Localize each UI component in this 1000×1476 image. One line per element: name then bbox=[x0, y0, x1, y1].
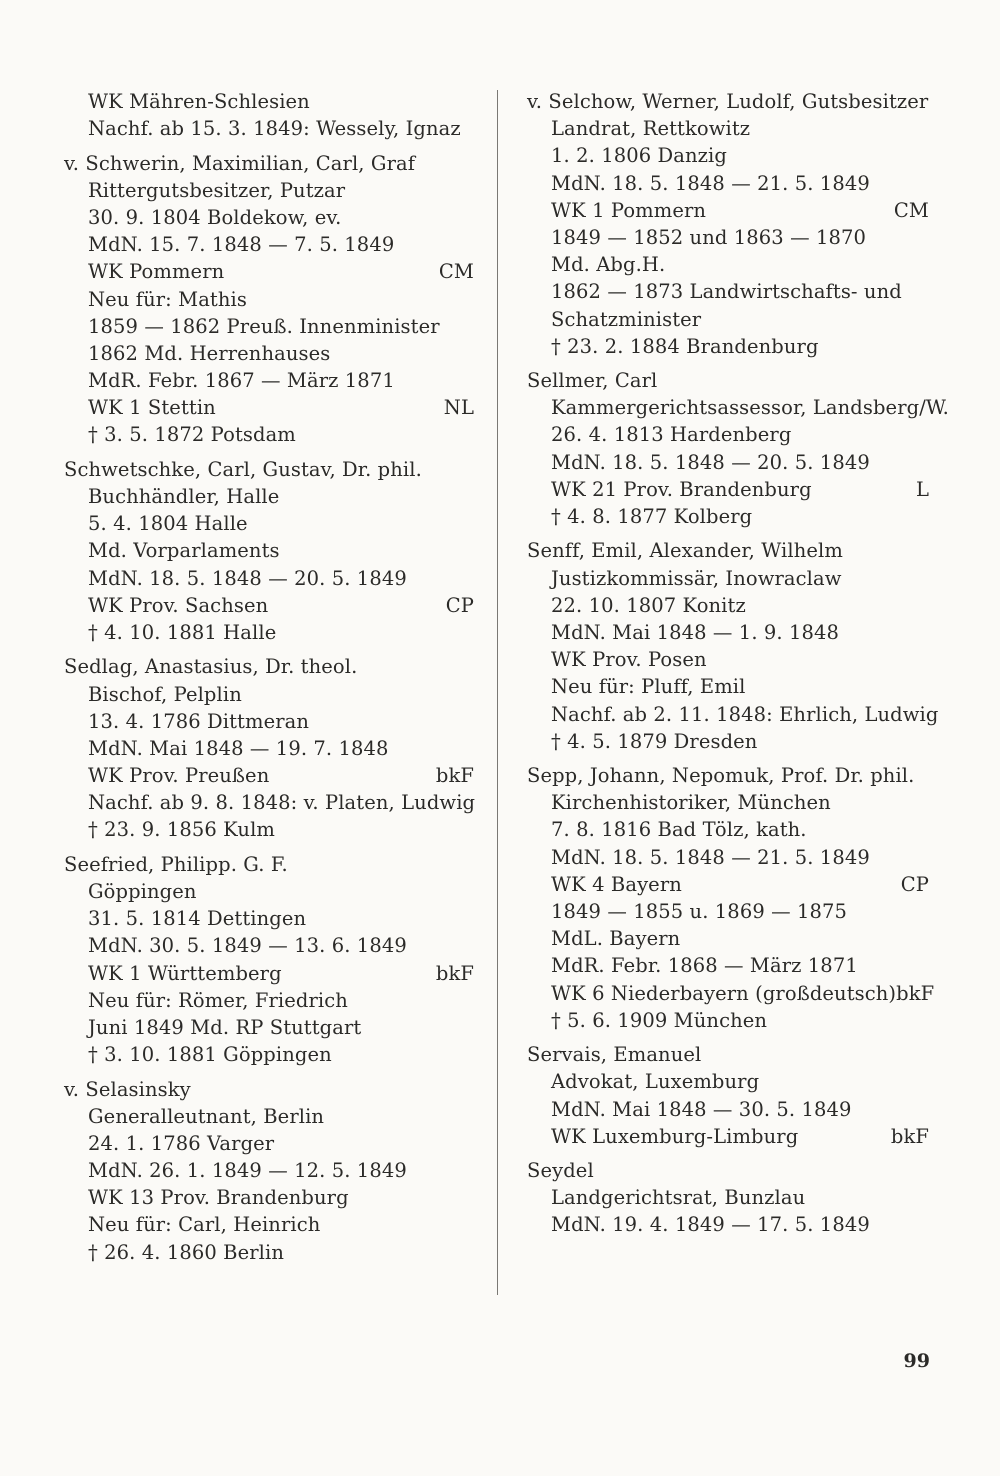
entry-line-text: MdN. 19. 4. 1849 — 17. 5. 1849 bbox=[551, 1213, 870, 1237]
entry-line bbox=[64, 878, 474, 905]
entry-line-text: 22. 10. 1807 Konitz bbox=[551, 593, 746, 617]
entry-heading bbox=[527, 537, 929, 564]
entry-line-text: MdR. Febr. 1867 — März 1871 bbox=[88, 369, 395, 393]
right-column bbox=[527, 88, 949, 1246]
entry-line-text: MdN. 18. 5. 1848 — 20. 5. 1849 bbox=[88, 566, 407, 590]
entry-line bbox=[527, 449, 929, 476]
entry-line-text: Justizkommissär, Inowraclaw bbox=[551, 566, 842, 590]
entry-line-text: Neu für: Pluff, Emil bbox=[551, 675, 746, 699]
entry-line-text: 30. 9. 1804 Boldekow, ev. bbox=[88, 205, 342, 229]
entry-line-text: Seefried, Philipp. G. F. bbox=[64, 852, 288, 876]
biography-entry bbox=[527, 537, 939, 755]
entry-line bbox=[64, 1130, 474, 1157]
entry-line-text: † 26. 4. 1860 Berlin bbox=[88, 1240, 285, 1264]
entry-line bbox=[64, 592, 474, 619]
biography-entry bbox=[64, 851, 474, 1069]
entry-line-text: Neu für: Römer, Friedrich bbox=[88, 988, 348, 1012]
entry-heading bbox=[64, 150, 474, 177]
party-affiliation: CP bbox=[900, 872, 929, 896]
party-affiliation: CM bbox=[438, 260, 474, 284]
entry-line bbox=[527, 789, 929, 816]
biography-entry bbox=[64, 150, 474, 449]
entry-line bbox=[64, 483, 474, 510]
entry-line-text: Nachf. ab 15. 3. 1849: Wessely, Ignaz bbox=[88, 117, 461, 141]
entry-line-text: WK 1 Stettin bbox=[88, 396, 216, 420]
entry-line-text: 31. 5. 1814 Dettingen bbox=[88, 907, 307, 931]
entry-line bbox=[527, 224, 929, 251]
entry-line bbox=[64, 88, 474, 115]
entry-heading bbox=[527, 1041, 929, 1068]
biography-entry bbox=[64, 456, 474, 646]
entry-line-text: Advokat, Luxemburg bbox=[551, 1070, 760, 1094]
entry-line-text: WK Luxemburg-Limburg bbox=[551, 1124, 799, 1148]
entry-line bbox=[527, 1007, 929, 1034]
entry-line bbox=[64, 708, 474, 735]
entry-line-text: MdN. 30. 5. 1849 — 13. 6. 1849 bbox=[88, 934, 407, 958]
entry-heading bbox=[527, 1157, 929, 1184]
biography-entry bbox=[64, 88, 474, 142]
entry-line bbox=[64, 987, 474, 1014]
entry-line bbox=[527, 170, 929, 197]
entry-line bbox=[527, 816, 929, 843]
entry-line bbox=[64, 421, 474, 448]
entry-line-text: 1. 2. 1806 Danzig bbox=[551, 144, 727, 168]
entry-line bbox=[64, 313, 474, 340]
entry-line-text: Kirchenhistoriker, München bbox=[551, 791, 831, 815]
entry-line bbox=[527, 333, 929, 360]
entry-line-text: WK 1 Württemberg bbox=[88, 961, 282, 985]
entry-line-text: Sepp, Johann, Nepomuk, Prof. Dr. phil. bbox=[527, 764, 915, 788]
entry-line-text: 1862 — 1873 Landwirtschafts- und bbox=[551, 280, 902, 304]
entry-line-text: MdN. Mai 1848 — 30. 5. 1849 bbox=[551, 1097, 852, 1121]
biography-entry bbox=[527, 367, 949, 530]
entry-line-text: † 4. 10. 1881 Halle bbox=[88, 620, 277, 644]
entry-line-text: Servais, Emanuel bbox=[527, 1043, 702, 1067]
entry-line bbox=[64, 510, 474, 537]
entry-line-text: WK 21 Prov. Brandenburg bbox=[551, 477, 812, 501]
entry-line-text: Generalleutnant, Berlin bbox=[88, 1104, 325, 1128]
entry-heading bbox=[64, 456, 474, 483]
entry-line-text: 1849 — 1855 u. 1869 — 1875 bbox=[551, 900, 848, 923]
column-divider bbox=[497, 90, 498, 1295]
biography-entry bbox=[527, 1041, 929, 1150]
entry-line-text: MdR. Febr. 1868 — März 1871 bbox=[551, 954, 858, 978]
entry-line-text: WK Prov. Sachsen bbox=[88, 593, 269, 617]
entry-line-text: Seydel bbox=[527, 1159, 594, 1183]
entry-line-text: MdN. 18. 5. 1848 — 21. 5. 1849 bbox=[551, 845, 870, 869]
entry-line bbox=[527, 619, 929, 646]
entry-line bbox=[527, 476, 929, 503]
entry-line bbox=[527, 844, 929, 871]
entry-line bbox=[64, 258, 474, 285]
entry-line-text: 26. 4. 1813 Hardenberg bbox=[551, 423, 792, 447]
entry-line bbox=[64, 735, 474, 762]
entry-line bbox=[527, 898, 929, 925]
entry-line-text: Landgerichtsrat, Bunzlau bbox=[551, 1186, 806, 1210]
entry-line-text: 1849 — 1852 und 1863 — 1870 bbox=[551, 225, 866, 249]
entry-line-text: MdN. 18. 5. 1848 — 20. 5. 1849 bbox=[551, 450, 870, 474]
biography-entry bbox=[527, 762, 935, 1034]
entry-line-text: Senff, Emil, Alexander, Wilhelm bbox=[527, 539, 843, 563]
entry-line-text: Juni 1849 Md. RP Stuttgart bbox=[88, 1015, 362, 1039]
entry-line bbox=[64, 565, 474, 592]
entry-line-text: Göppingen bbox=[88, 880, 197, 903]
entry-line-text: WK 4 Bayern bbox=[551, 872, 682, 896]
entry-line bbox=[527, 421, 929, 448]
entry-line-text: MdN. 15. 7. 1848 — 7. 5. 1849 bbox=[88, 233, 395, 257]
entry-line bbox=[64, 681, 474, 708]
entry-line-text: 1862 Md. Herrenhauses bbox=[88, 341, 331, 365]
entry-line bbox=[527, 115, 929, 142]
biography-entry bbox=[64, 653, 474, 843]
entry-line-text: Md. Abg.H. bbox=[551, 253, 666, 277]
entry-line-text: WK Prov. Preußen bbox=[88, 764, 270, 788]
entry-line bbox=[64, 177, 474, 204]
entry-line-text: Neu für: Mathis bbox=[88, 287, 247, 311]
entry-line-text: MdN. Mai 1848 — 19. 7. 1848 bbox=[88, 736, 389, 760]
entry-line-text: Bischof, Pelplin bbox=[88, 682, 242, 706]
entry-line bbox=[64, 394, 474, 421]
entry-heading bbox=[527, 367, 929, 394]
entry-line bbox=[527, 646, 929, 673]
biography-entry bbox=[527, 88, 929, 360]
biography-entry bbox=[527, 1157, 929, 1239]
entry-line bbox=[64, 762, 474, 789]
entry-line-text: v. Schwerin, Maximilian, Carl, Graf bbox=[64, 151, 416, 175]
entry-line-text: WK 1 Pommern bbox=[551, 198, 707, 222]
entry-line-text: † 3. 5. 1872 Potsdam bbox=[88, 423, 296, 447]
entry-line bbox=[64, 115, 474, 142]
party-affiliation: L bbox=[915, 477, 929, 501]
entry-line bbox=[64, 1041, 474, 1068]
entry-line bbox=[527, 394, 949, 421]
entry-line-text: Md. Vorparlaments bbox=[88, 539, 280, 563]
entry-line-text: Buchhändler, Halle bbox=[88, 485, 280, 508]
entry-line-text: WK Mähren-Schlesien bbox=[88, 90, 310, 113]
entry-line bbox=[527, 728, 929, 755]
entry-line-text: WK 6 Niederbayern (großdeutsch) bbox=[551, 981, 897, 1005]
entry-line-text: † 4. 8. 1877 Kolberg bbox=[551, 505, 753, 528]
entry-line bbox=[64, 537, 474, 564]
entry-line-text: Schatzminister bbox=[551, 307, 702, 331]
entry-line-text: 1859 — 1862 Preuß. Innenminister bbox=[88, 314, 440, 338]
party-affiliation: bkF bbox=[896, 981, 935, 1005]
entry-line bbox=[64, 960, 474, 987]
party-affiliation: NL bbox=[443, 396, 474, 420]
entry-line bbox=[64, 1157, 474, 1184]
entry-line-text: Landrat, Rettkowitz bbox=[551, 117, 751, 141]
entry-line bbox=[527, 197, 929, 224]
entry-line bbox=[527, 142, 929, 169]
entry-line-text: Sellmer, Carl bbox=[527, 369, 658, 393]
entry-line-text: † 5. 6. 1909 München bbox=[551, 1008, 768, 1032]
entry-line-text: Sedlag, Anastasius, Dr. theol. bbox=[64, 655, 358, 679]
entry-line-text: WK Pommern bbox=[88, 260, 225, 284]
entry-line bbox=[64, 816, 474, 843]
entry-line-text: WK Prov. Posen bbox=[551, 648, 707, 672]
entry-line-text: 5. 4. 1804 Halle bbox=[88, 512, 248, 536]
biography-entry bbox=[64, 1076, 474, 1266]
entry-line-text: † 4. 5. 1879 Dresden bbox=[551, 729, 758, 753]
entry-line-text: † 23. 9. 1856 Kulm bbox=[88, 818, 276, 842]
entry-line bbox=[527, 306, 929, 333]
party-affiliation: CP bbox=[445, 593, 474, 617]
entry-line bbox=[527, 871, 929, 898]
entry-line bbox=[64, 619, 474, 646]
entry-line bbox=[64, 367, 474, 394]
entry-line bbox=[527, 592, 929, 619]
entry-line bbox=[527, 980, 935, 1007]
entry-line-text: Nachf. ab 9. 8. 1848: v. Platen, Ludwig bbox=[88, 791, 476, 815]
entry-heading bbox=[64, 1076, 474, 1103]
entry-line bbox=[527, 1068, 929, 1095]
page-number: 99 bbox=[903, 1350, 930, 1372]
entry-line bbox=[64, 1184, 474, 1211]
entry-line-text: MdL. Bayern bbox=[551, 927, 681, 951]
left-column bbox=[64, 88, 474, 1273]
entry-line-text: v. Selasinsky bbox=[64, 1077, 191, 1101]
entry-line bbox=[64, 1211, 474, 1238]
entry-line bbox=[527, 1123, 929, 1150]
entry-line-text: Kammergerichtsassessor, Landsberg/W. bbox=[551, 396, 949, 420]
entry-line bbox=[64, 1103, 474, 1130]
party-affiliation: bkF bbox=[890, 1124, 929, 1148]
entry-line bbox=[527, 1211, 929, 1238]
entry-line-text: Nachf. ab 2. 11. 1848: Ehrlich, Ludwig bbox=[551, 702, 939, 726]
entry-line bbox=[64, 340, 474, 367]
entry-line-text: Schwetschke, Carl, Gustav, Dr. phil. bbox=[64, 457, 422, 481]
entry-line-text: 7. 8. 1816 Bad Tölz, kath. bbox=[551, 818, 807, 842]
entry-line bbox=[527, 952, 929, 979]
entry-line bbox=[527, 1184, 929, 1211]
entry-line bbox=[527, 925, 929, 952]
entry-line bbox=[527, 278, 929, 305]
entry-line bbox=[64, 789, 474, 816]
entry-line bbox=[64, 231, 474, 258]
entry-heading bbox=[64, 653, 474, 680]
entry-line bbox=[527, 1096, 929, 1123]
entry-line bbox=[527, 565, 929, 592]
entry-line-text: 13. 4. 1786 Dittmeran bbox=[88, 709, 310, 733]
entry-line-text: 24. 1. 1786 Varger bbox=[88, 1131, 275, 1155]
entry-line-text: MdN. 26. 1. 1849 — 12. 5. 1849 bbox=[88, 1159, 407, 1183]
party-affiliation: bkF bbox=[435, 961, 474, 985]
entry-heading bbox=[527, 762, 929, 789]
entry-line bbox=[64, 286, 474, 313]
entry-line-text: † 3. 10. 1881 Göppingen bbox=[88, 1043, 332, 1067]
entry-line bbox=[64, 204, 474, 231]
entry-line-text: Rittergutsbesitzer, Putzar bbox=[88, 178, 346, 202]
entry-line-text: † 23. 2. 1884 Brandenburg bbox=[551, 334, 819, 358]
entry-line bbox=[527, 503, 929, 530]
entry-line-text: MdN. 18. 5. 1848 — 21. 5. 1849 bbox=[551, 171, 870, 195]
entry-line bbox=[64, 905, 474, 932]
entry-line-text: MdN. Mai 1848 — 1. 9. 1848 bbox=[551, 620, 840, 644]
entry-line-text: WK 13 Prov. Brandenburg bbox=[88, 1186, 349, 1210]
entry-line bbox=[527, 701, 939, 728]
party-affiliation: CM bbox=[893, 198, 929, 222]
entry-line-text: v. Selchow, Werner, Ludolf, Gutsbesitzer bbox=[527, 90, 929, 113]
party-affiliation: bkF bbox=[435, 764, 474, 788]
entry-line bbox=[64, 932, 474, 959]
entry-line-text: Neu für: Carl, Heinrich bbox=[88, 1213, 321, 1237]
entry-line bbox=[64, 1239, 474, 1266]
entry-heading bbox=[64, 851, 474, 878]
entry-heading bbox=[527, 88, 929, 115]
entry-line bbox=[527, 673, 929, 700]
entry-line bbox=[64, 1014, 474, 1041]
entry-line bbox=[527, 251, 929, 278]
